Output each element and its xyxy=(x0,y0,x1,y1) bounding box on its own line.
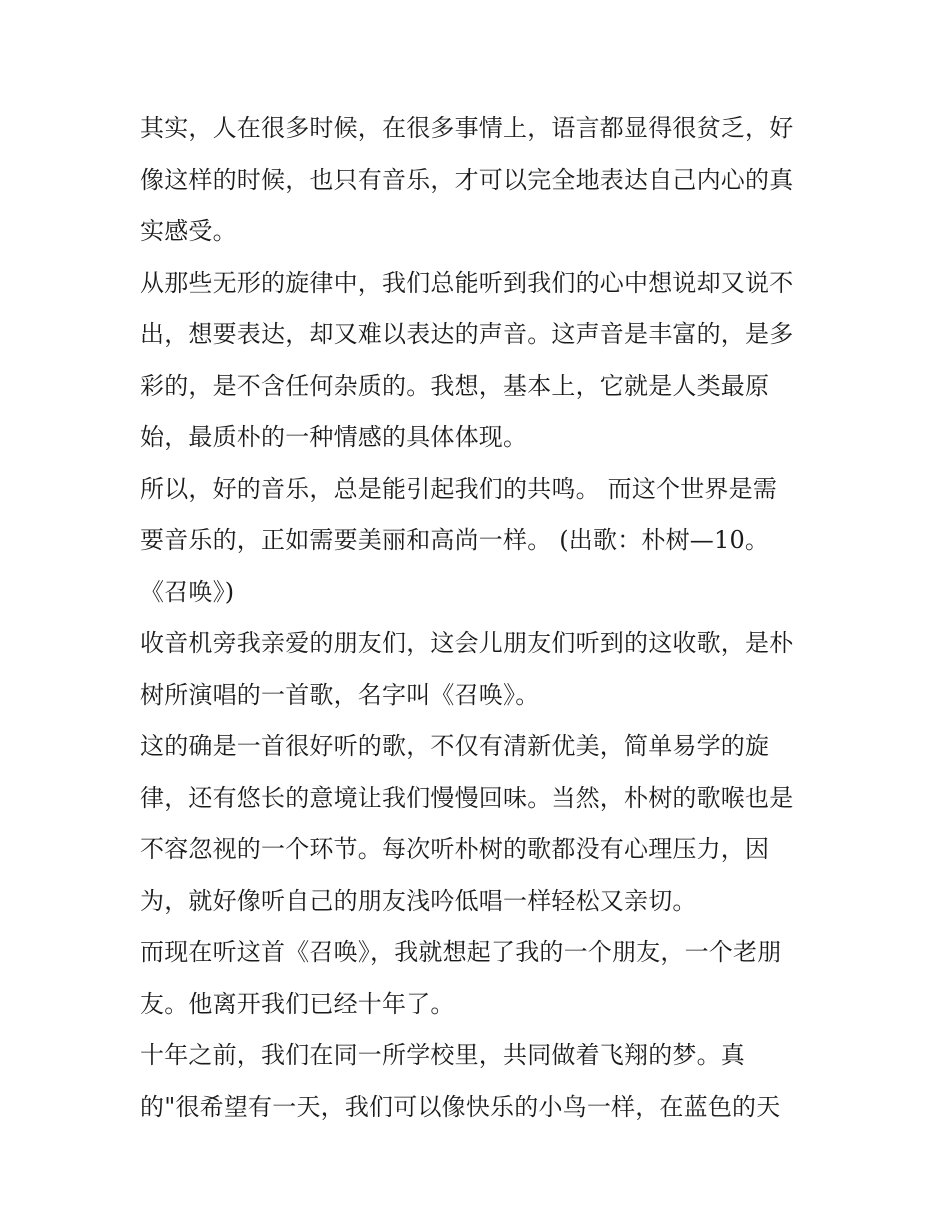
text-line-17: 而现在听这首《召唤》，我就想起了我的一个朋友，一个老朋 xyxy=(140,938,782,966)
text-line-19: 十年之前，我们在同一所学校里，共同做着飞翔的梦。真 xyxy=(140,1041,745,1069)
document-body xyxy=(140,103,820,1133)
text-line-10: 《召唤》) xyxy=(140,577,235,606)
text-line-4: 从那些无形的旋律中，我们总能听到我们的心中想说却又说不 xyxy=(140,268,794,297)
text-line-15: 不容忽视的一个环节。每次听朴树的歌都没有心理压力，因 xyxy=(140,835,770,863)
text-line-11: 收音机旁我亲爱的朋友们，这会儿朋友们听到的这收歌，是朴 xyxy=(140,629,794,657)
text-line-13: 这的确是一首很好听的歌，不仅有清新优美，简单易学的旋 xyxy=(140,732,770,760)
text-line-6: 彩的，是不含任何杂质的。我想，基本上，它就是人类最原 xyxy=(140,371,770,400)
text-line-7: 始，最质朴的一种情感的具体体现。 xyxy=(140,423,528,451)
text-line-12: 树所演唱的一首歌，名字叫《召唤》。 xyxy=(140,680,540,709)
text-line-16: 为，就好像听自己的朋友浅吟低唱一样轻松又亲切。 xyxy=(140,886,697,915)
text-line-9: 要音乐的，正如需要美丽和高尚一样。 (出歌：朴树—10。 xyxy=(140,526,770,554)
text-line-1: 其实，人在很多时候，在很多事情上，语言都显得很贫乏，好 xyxy=(140,114,794,142)
text-line-3: 实感受。 xyxy=(140,217,237,245)
text-line-8: 所以，好的音乐，总是能引起我们的共鸣。 而这个世界是需 xyxy=(140,474,778,503)
text-line-20: 的"很希望有一天，我们可以像快乐的小鸟一样，在蓝色的天 xyxy=(140,1092,781,1121)
text-line-2: 像这样的时候，也只有音乐，才可以完全地表达自己内心的真 xyxy=(140,165,794,194)
text-line-5: 出，想要表达，却又难以表达的声音。这声音是丰富的，是多 xyxy=(140,320,794,348)
text-line-18: 友。他离开我们已经十年了。 xyxy=(140,989,455,1018)
text-line-14: 律，还有悠长的意境让我们慢慢回味。当然，朴树的歌喉也是 xyxy=(140,783,794,812)
